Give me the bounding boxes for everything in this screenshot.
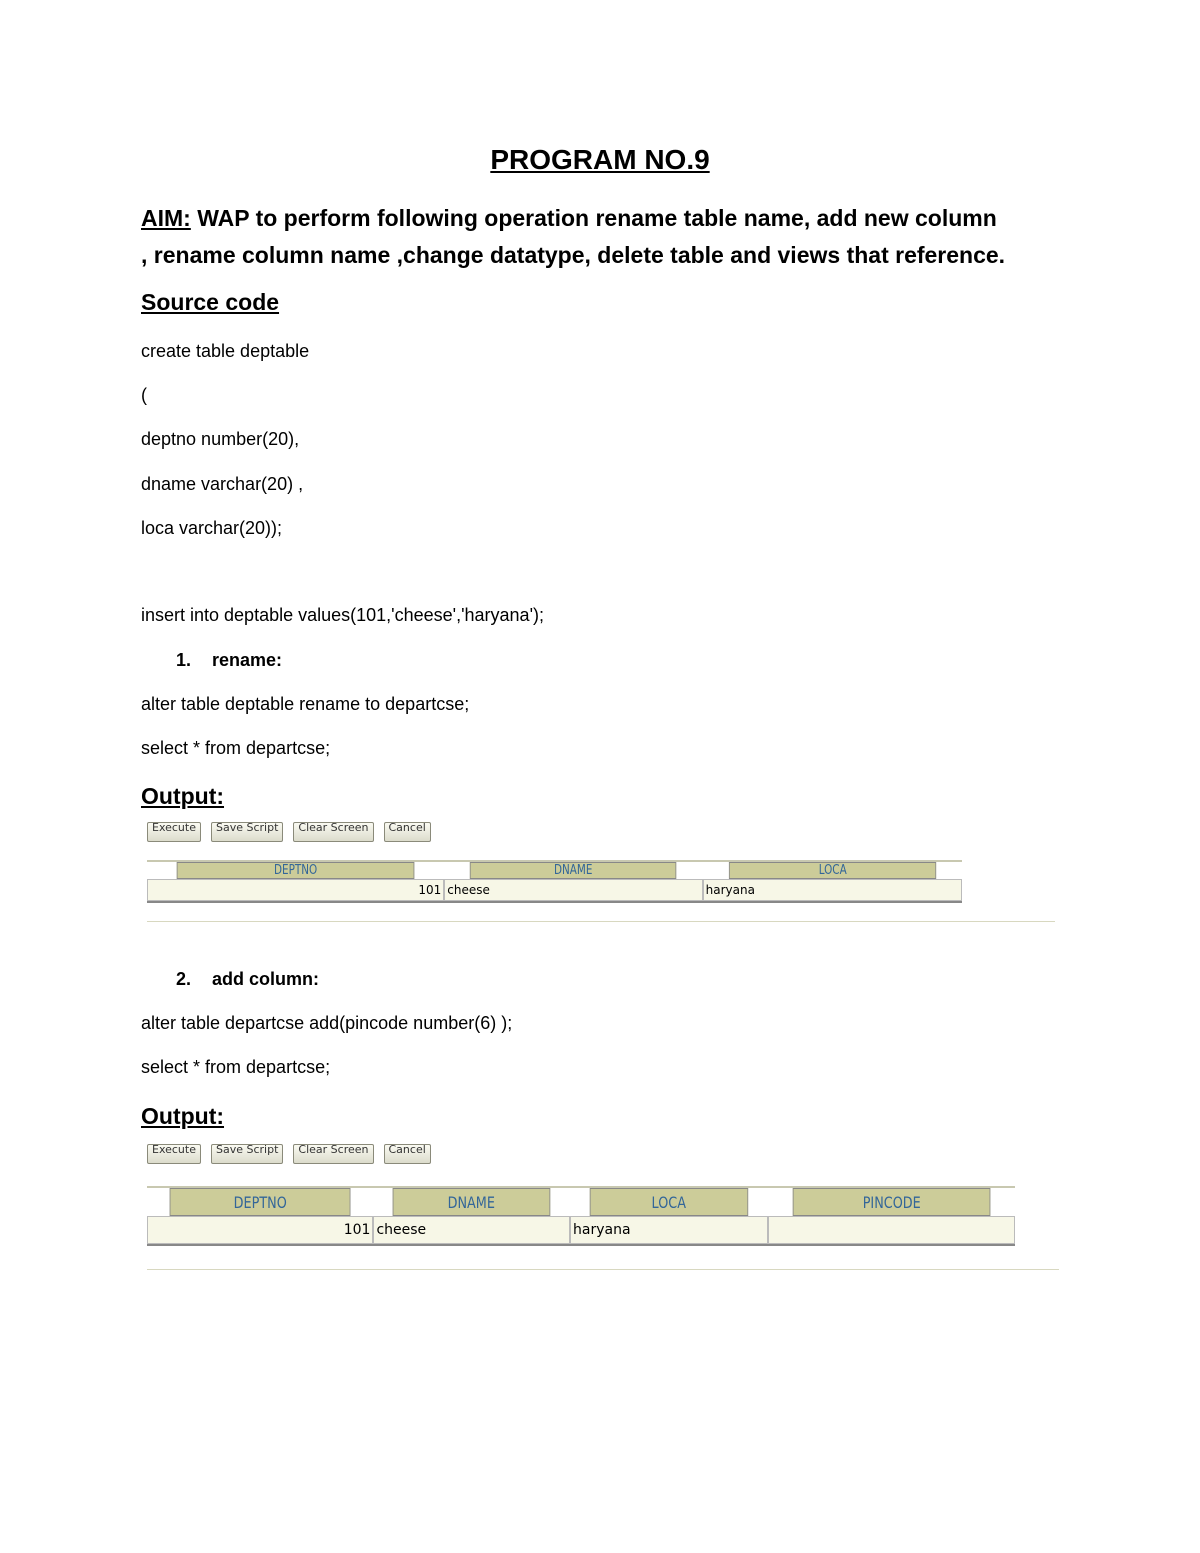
step-1-toolbar — [147, 821, 431, 842]
step-1-code-line: alter table deptable rename to departcse; — [141, 694, 470, 714]
table-header-row — [147, 862, 962, 879]
column-header-pincode: PINCODE — [792, 1188, 990, 1216]
step-2-toolbar — [147, 1143, 431, 1164]
cell-loca: haryana — [703, 879, 962, 901]
clear-screen-button[interactable]: Clear Screen — [293, 1144, 373, 1164]
column-header-deptno: DEPTNO — [170, 1188, 351, 1216]
cell-dname: cheese — [444, 879, 702, 901]
source-line: create table deptable — [141, 341, 310, 361]
source-line: loca varchar(20)); — [141, 518, 283, 538]
divider — [147, 921, 1055, 922]
step-2-output-heading: Output: — [141, 1103, 225, 1129]
cell-pincode — [768, 1216, 1015, 1244]
insert-statement: insert into deptable values(101,'cheese','haryana'); — [141, 605, 544, 625]
step-2-code-line: select * from departcse; — [141, 1057, 331, 1077]
step-2-heading — [176, 969, 319, 990]
cell-deptno: 101 — [147, 879, 444, 901]
aim-line-1: WAP to perform following operation rename table name, add new column — [190, 205, 997, 231]
step-1-code-line: select * from departcse; — [141, 738, 331, 758]
aim-line-2: , rename column name ,change datatype, delete table and views that reference. — [141, 242, 1006, 268]
step-2-code-line: alter table departcse add(pincode number(6) ); — [141, 1013, 513, 1033]
step-1-heading — [176, 650, 282, 671]
column-header-loca: LOCA — [590, 1188, 748, 1216]
column-header-deptno: DEPTNO — [177, 862, 415, 879]
save-script-button[interactable]: Save Script — [211, 822, 283, 842]
step-1-output-heading: Output: — [141, 783, 225, 809]
column-header-dname: DNAME — [470, 862, 677, 879]
page-title: PROGRAM NO.9 — [490, 144, 710, 175]
aim-statement — [141, 200, 1061, 274]
aim-label: AIM: — [141, 205, 191, 231]
cancel-button[interactable]: Cancel — [384, 822, 431, 842]
cell-deptno: 101 — [147, 1216, 373, 1244]
divider — [147, 1269, 1059, 1270]
source-line: ( — [141, 385, 147, 405]
table-row — [147, 879, 962, 901]
cancel-button[interactable]: Cancel — [384, 1144, 431, 1164]
step-label: rename: — [212, 650, 283, 670]
step-number: 2. — [176, 969, 192, 989]
source-line: deptno number(20), — [141, 429, 300, 449]
execute-button[interactable]: Execute — [147, 822, 201, 842]
step-1-result-table — [147, 860, 962, 903]
cell-dname: cheese — [373, 1216, 570, 1244]
cell-loca: haryana — [570, 1216, 768, 1244]
step-2-result-table — [147, 1186, 1015, 1246]
column-header-dname: DNAME — [393, 1188, 550, 1216]
save-script-button[interactable]: Save Script — [211, 1144, 283, 1164]
step-number: 1. — [176, 650, 192, 670]
clear-screen-button[interactable]: Clear Screen — [293, 822, 373, 842]
table-row — [147, 1216, 1015, 1244]
column-header-loca: LOCA — [729, 862, 937, 879]
table-header-row — [147, 1188, 1015, 1216]
source-code-heading: Source code — [141, 289, 280, 315]
source-line: dname varchar(20) , — [141, 474, 304, 494]
step-label: add column: — [212, 969, 319, 989]
execute-button[interactable]: Execute — [147, 1144, 201, 1164]
